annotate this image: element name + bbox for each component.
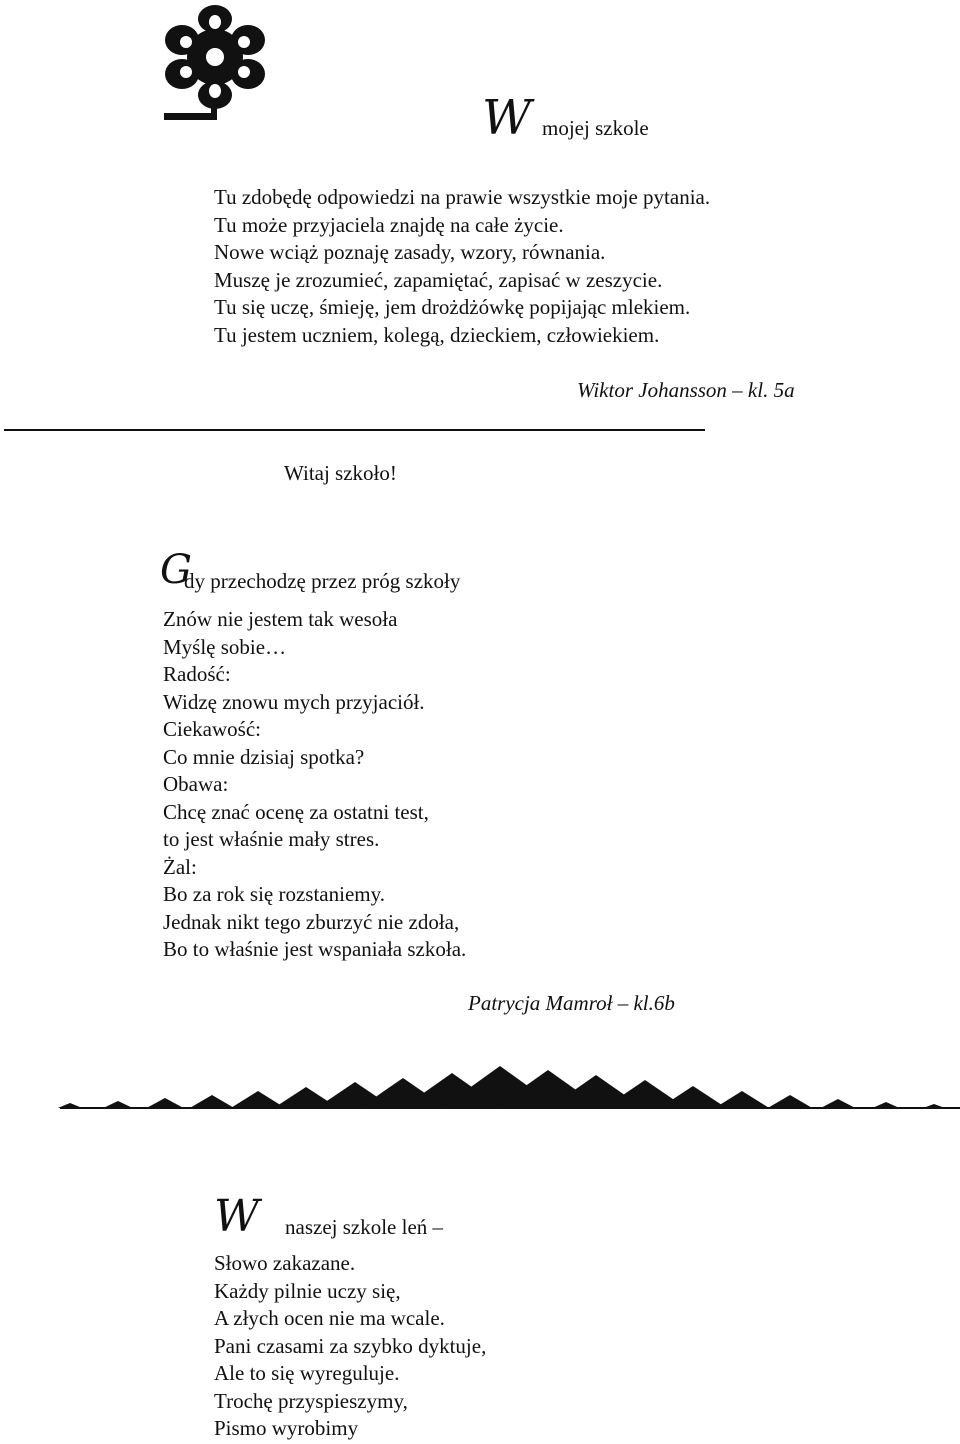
border-triangle	[190, 1095, 235, 1108]
poem-line: Tu może przyjaciela znajdę na całe życie.	[214, 212, 564, 237]
border-triangle	[923, 1104, 945, 1108]
border-triangle	[768, 1095, 813, 1108]
poem-line: Ciekawość:	[163, 717, 261, 741]
poem-line: Tu jestem uczniem, kolegą, dzieckiem, człowiekiem.	[214, 322, 660, 347]
poem-line: Ale to się wyreguluje.	[214, 1361, 400, 1385]
poem-2-body	[163, 606, 466, 964]
border-triangle	[103, 1101, 133, 1108]
poem-2-first-line: dy przechodzę przez próg szkoły	[184, 569, 461, 593]
divider-line	[4, 429, 705, 431]
poem-1-author: Wiktor Johansson – kl. 5a	[577, 378, 795, 402]
border-triangle	[58, 1103, 83, 1108]
poem-line: Radość:	[163, 662, 231, 686]
poem-line: Znów nie jestem tak wesoła	[163, 607, 398, 631]
border-triangle	[715, 1091, 770, 1108]
poem-line: Trochę przyspieszymy,	[214, 1388, 408, 1413]
border-triangle	[873, 1102, 900, 1108]
poem-line: Żal:	[163, 854, 197, 879]
poem-line: Słowo zakazane.	[214, 1251, 356, 1275]
border-triangle	[147, 1098, 184, 1108]
poem-line: Pismo wyrobimy	[214, 1416, 359, 1440]
poem-3-body	[214, 1250, 486, 1443]
poem-2-author: Patrycja Mamroł – kl.6b	[468, 991, 675, 1015]
border-triangle	[231, 1091, 286, 1108]
poem-line: Widzę znowu mych przyjaciół.	[163, 689, 425, 714]
poem-1-title: mojej szkole	[542, 116, 649, 140]
poem-line: Pani czasami za szybko dyktuje,	[214, 1333, 487, 1358]
poem-line: Obawa:	[163, 772, 229, 796]
poem-line: Tu zdobędę odpowiedzi na prawie wszystkie moje pytania.	[214, 185, 711, 209]
poem-line: Bo za rok się rozstaniemy.	[163, 882, 385, 906]
poem-3-initial: W	[214, 1191, 260, 1242]
poem-2-title: Witaj szkoło!	[284, 461, 397, 485]
poem-1-body	[214, 184, 710, 349]
poem-line: Muszę je zrozumieć, zapamiętać, zapisać w zeszycie.	[214, 267, 663, 292]
poem-line: A złych ocen nie ma wcale.	[214, 1306, 445, 1330]
poem-1-initial: W	[482, 90, 532, 146]
poem-line: Każdy pilnie uczy się,	[214, 1278, 401, 1303]
poem-line: Tu się uczę, śmieję, jem drożdżówkę popijając mlekiem.	[214, 295, 691, 319]
border-triangle	[821, 1099, 856, 1108]
poem-line: to jest właśnie mały stres.	[163, 827, 380, 851]
poem-line: Jednak nikt tego zburzyć nie zdoła,	[163, 909, 460, 934]
poem-line: Myślę sobie…	[163, 634, 287, 659]
poem-line: Chcę znać ocenę za ostatni test,	[163, 799, 429, 824]
poem-2-initial: G	[160, 547, 192, 593]
poem-line: Co mnie dzisiaj spotka?	[163, 744, 365, 769]
poem-3-first-line: naszej szkole leń –	[285, 1215, 444, 1239]
flower-icon	[164, 2, 266, 130]
poem-line: Bo to właśnie jest wspaniała szkoła.	[163, 937, 467, 961]
triangle-border	[0, 1060, 960, 1116]
poem-line: Nowe wciąż poznaję zasady, wzory, równania.	[214, 240, 606, 264]
